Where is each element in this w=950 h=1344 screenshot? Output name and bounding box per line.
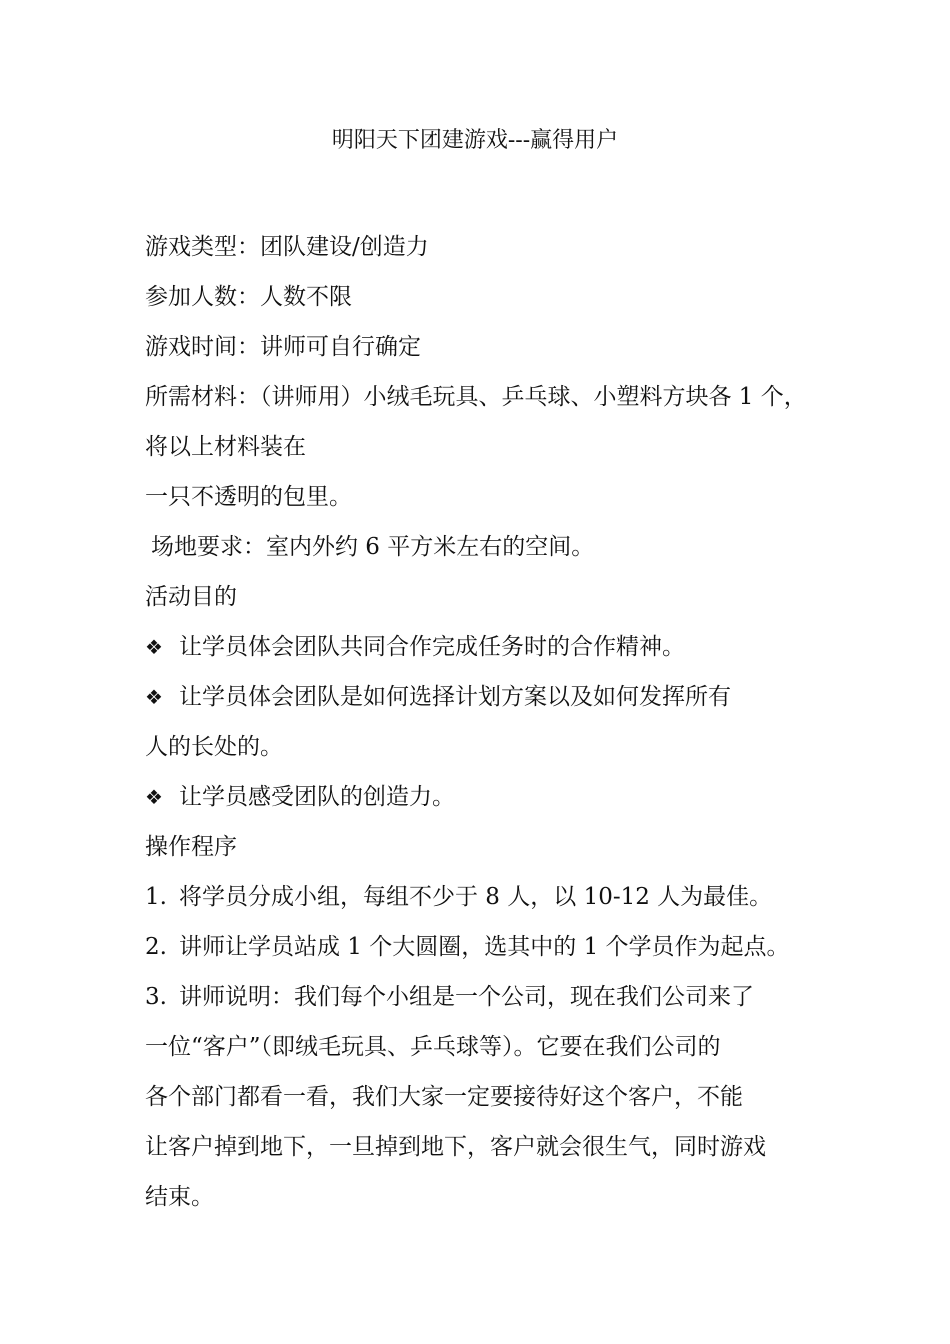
step-number: 1. — [145, 884, 167, 910]
bullet-item — [145, 672, 825, 722]
step-number: 2. — [145, 934, 167, 960]
bullet-text: 让学员感受团队的创造力。 — [179, 784, 455, 810]
game-time-line: 游戏时间：讲师可自行确定 — [145, 334, 421, 360]
document-body — [145, 222, 825, 1222]
materials-line-cont-2: 一只不透明的包里。 — [145, 484, 352, 510]
diamond-bullet-icon: ❖ — [145, 785, 163, 809]
bullet-text: 让学员体会团队共同合作完成任务时的合作精神。 — [179, 634, 685, 660]
procedure-heading: 操作程序 — [145, 834, 237, 860]
materials-line-cont-1: 将以上材料装在 — [145, 434, 306, 460]
step-item — [145, 972, 825, 1022]
diamond-bullet-icon: ❖ — [145, 635, 163, 659]
step-text-cont: 结束。 — [145, 1184, 214, 1210]
step-number: 3. — [145, 984, 167, 1010]
objectives-heading: 活动目的 — [145, 584, 237, 610]
materials-line: 所需材料：（讲师用）小绒毛玩具、乒乓球、小塑料方块各 1 个， — [145, 384, 807, 410]
step-item — [145, 872, 825, 922]
step-text: 讲师说明：我们每个小组是一个公司，现在我们公司来了 — [179, 984, 754, 1010]
step-text-cont: 让客户掉到地下，一旦掉到地下，客户就会很生气，同时游戏 — [145, 1134, 766, 1160]
bullet-item-cont: 人的长处的。 — [145, 734, 283, 760]
bullet-item — [145, 772, 825, 822]
step-text-cont: 一位“客户”（即绒毛玩具、乒乓球等）。它要在我们公司的 — [145, 1034, 721, 1060]
step-text: 将学员分成小组，每组不少于 8 人，以 10-12 人为最佳。 — [179, 884, 773, 910]
game-type-line: 游戏类型：团队建设/创造力 — [145, 234, 429, 260]
step-item — [145, 922, 825, 972]
document-title: 明阳天下团建游戏---赢得用户 — [331, 128, 619, 153]
diamond-bullet-icon: ❖ — [145, 685, 163, 709]
step-text: 讲师让学员站成 1 个大圆圈，选其中的 1 个学员作为起点。 — [179, 934, 790, 960]
bullet-text: 让学员体会团队是如何选择计划方案以及如何发挥所有 — [179, 684, 731, 710]
step-text-cont: 各个部门都看一看，我们大家一定要接待好这个客户，不能 — [145, 1084, 743, 1110]
venue-line: 场地要求：室内外约 6 平方米左右的空间。 — [151, 534, 595, 560]
participants-line: 参加人数：人数不限 — [145, 284, 352, 310]
bullet-item — [145, 622, 825, 672]
